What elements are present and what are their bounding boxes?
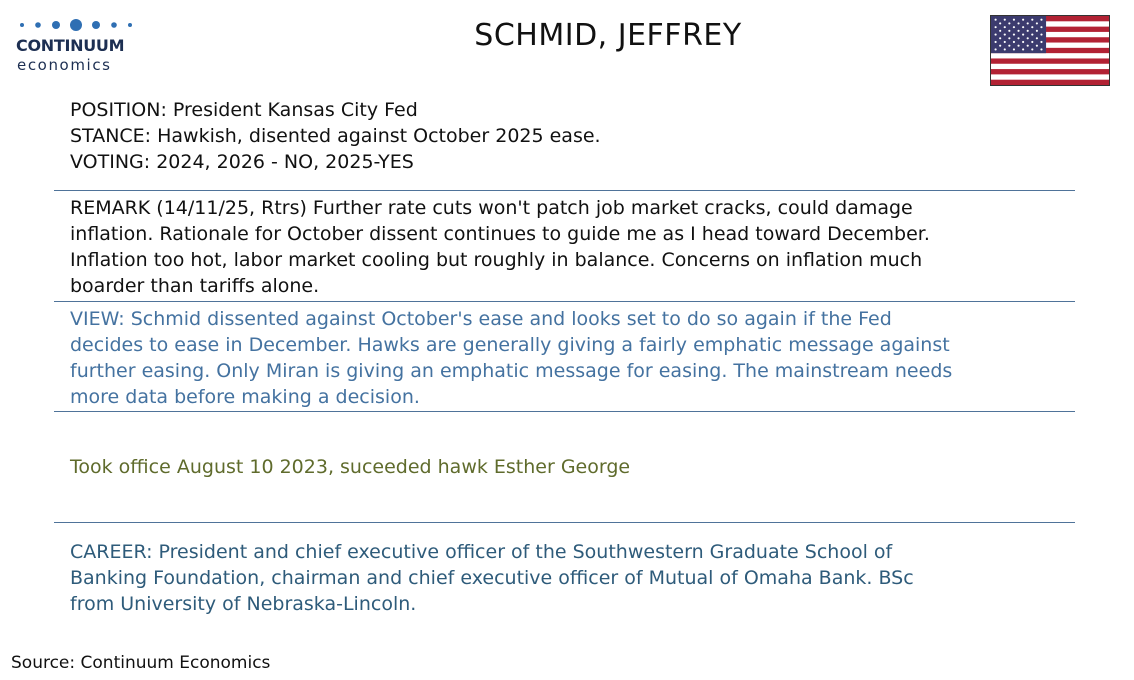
remark-line: inflation. Rationale for October dissent continues to guide me as I head toward December. <box>70 223 930 245</box>
flag-star <box>1004 41 1006 43</box>
flag-star <box>1036 22 1038 24</box>
view-line: further easing. Only Miran is giving an emphatic message for easing. The mainstream needs <box>70 360 953 382</box>
flag-star <box>1008 22 1010 24</box>
flag-star <box>1004 34 1006 36</box>
section-divider <box>54 190 1075 191</box>
view-line: more data before making a decision. <box>70 386 420 408</box>
flag-star <box>1008 37 1010 39</box>
flag-star <box>995 19 997 21</box>
flag-star <box>1017 37 1019 39</box>
us-flag-icon <box>990 15 1110 86</box>
career-block <box>70 539 1080 617</box>
flag-star <box>1031 41 1033 43</box>
career-line: from University of Nebraska-Lincoln. <box>70 593 417 615</box>
office-line: Took office August 10 2023, suceeded hawk Esther George <box>70 456 631 478</box>
remark-line: Inflation too hot, labor market cooling but roughly in balance. Concerns on inflation much <box>70 249 923 271</box>
flag-star <box>1027 37 1029 39</box>
flag-star <box>1040 19 1042 21</box>
position-line: POSITION: President Kansas City Fed <box>70 99 418 121</box>
source-note: Source: Continuum Economics <box>11 653 271 673</box>
flag-star <box>1008 30 1010 32</box>
flag-star <box>995 26 997 28</box>
page-title: SCHMID, JEFFREY <box>474 18 742 53</box>
flag-star <box>1027 30 1029 32</box>
flag-star <box>1031 19 1033 21</box>
flag-star <box>1013 48 1015 50</box>
voting-line: VOTING: 2024, 2026 - NO, 2025-YES <box>70 151 414 173</box>
flag-star <box>1040 34 1042 36</box>
flag-star <box>1017 22 1019 24</box>
flag-star <box>995 48 997 50</box>
flag-star <box>1022 41 1024 43</box>
flag-star <box>1036 45 1038 47</box>
office-block <box>70 454 1080 480</box>
view-block <box>70 306 1080 410</box>
flag-star <box>1004 48 1006 50</box>
flag-star <box>1031 48 1033 50</box>
flag-star <box>1022 48 1024 50</box>
flag-star <box>1013 19 1015 21</box>
career-line: CAREER: President and chief executive officer of the Southwestern Graduate School of <box>70 541 893 563</box>
flag-star <box>999 37 1001 39</box>
flag-star <box>1017 30 1019 32</box>
section-divider <box>54 522 1075 523</box>
flag-star <box>1004 19 1006 21</box>
career-line: Banking Foundation, chairman and chief executive officer of Mutual of Omaha Bank. BSc <box>70 567 914 589</box>
flag-star <box>1013 34 1015 36</box>
view-line: VIEW: Schmid dissented against October's ease and looks set to do so again if the Fed <box>70 308 892 330</box>
flag-star <box>1040 41 1042 43</box>
flag-star <box>1040 48 1042 50</box>
flag-star <box>1013 26 1015 28</box>
remark-line: REMARK (14/11/25, Rtrs) Further rate cuts won't patch job market cracks, could damage <box>70 197 913 219</box>
flag-star <box>1040 26 1042 28</box>
stance-line: STANCE: Hawkish, disented against October 2025 ease. <box>70 125 601 147</box>
flag-star <box>999 22 1001 24</box>
flag-star <box>995 41 997 43</box>
flag-star <box>999 30 1001 32</box>
flag-star <box>1013 41 1015 43</box>
flag-star <box>1027 22 1029 24</box>
remark-line: boarder than tariffs alone. <box>70 275 320 297</box>
remark-block <box>70 195 1080 299</box>
flag-star <box>1008 45 1010 47</box>
flag-star <box>1031 26 1033 28</box>
flag-star <box>995 34 997 36</box>
flag-star <box>1036 30 1038 32</box>
section-divider <box>54 411 1075 412</box>
flag-star <box>1027 45 1029 47</box>
info-block <box>70 97 1080 175</box>
flag-star <box>1036 37 1038 39</box>
section-divider <box>54 301 1075 302</box>
flag-star <box>999 45 1001 47</box>
flag-star <box>1022 34 1024 36</box>
flag-star <box>1017 45 1019 47</box>
flag-canton <box>991 16 1046 53</box>
flag-star <box>1022 19 1024 21</box>
view-line: decides to ease in December. Hawks are generally giving a fairly emphatic message against <box>70 334 950 356</box>
flag-star <box>1031 34 1033 36</box>
flag-star <box>1004 26 1006 28</box>
logo-wordmark-line1: CONTINUUM <box>16 36 125 55</box>
flag-star <box>1022 26 1024 28</box>
logo-wordmark-line2: economics <box>17 56 112 74</box>
